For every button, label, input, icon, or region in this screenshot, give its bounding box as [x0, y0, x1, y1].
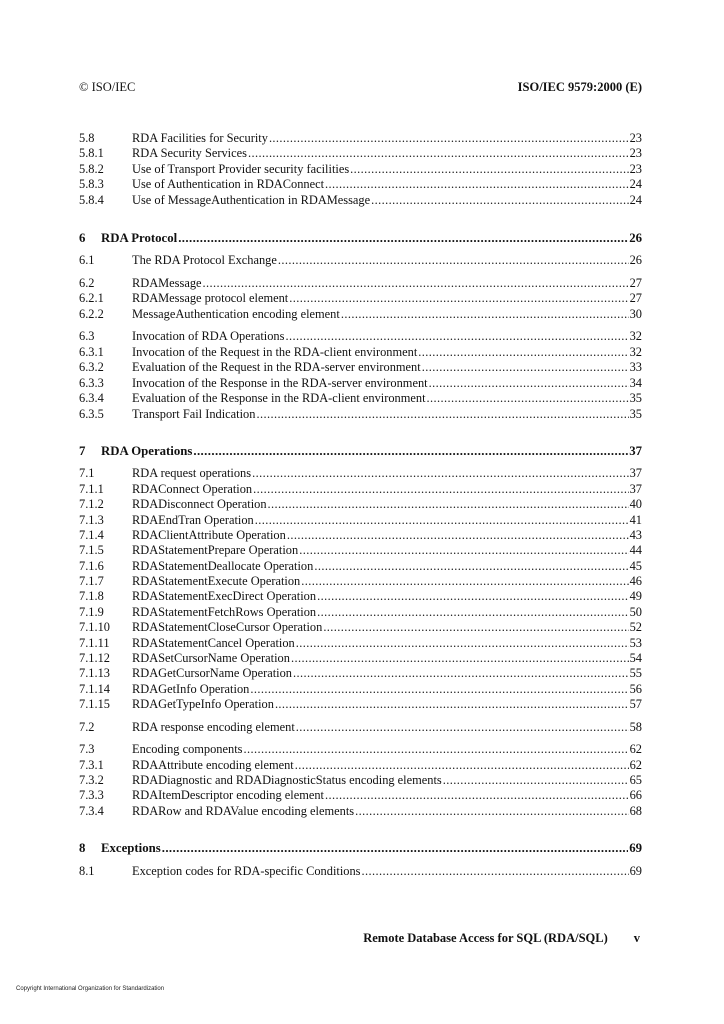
toc-entry[interactable]: 5.8.1 RDA Security Services ..... 23 [79, 146, 642, 161]
header-copyright: © ISO/IEC [79, 80, 136, 94]
toc-chapter[interactable]: 6 RDA Protocol ..... 26 [79, 231, 642, 246]
toc-chapter[interactable]: 8 Exceptions ..... 69 [79, 841, 642, 856]
toc-entry[interactable]: 6.3.1 Invocation of the Request in the RDA-client environment ..... 32 [79, 345, 642, 360]
page-number: v [633, 931, 640, 945]
toc-entry[interactable]: 5.8.3 Use of Authentication in RDAConnect ..... 24 [79, 177, 642, 192]
toc-entry[interactable]: 7.1.2 RDADisconnect Operation ..... 40 [79, 497, 642, 512]
toc-chapter[interactable]: 7 RDA Operations ..... 37 [79, 444, 642, 459]
toc-entry[interactable]: 7.1.14 RDAGetInfo Operation ..... 56 [79, 682, 642, 697]
toc-entry[interactable]: 7.1 RDA request operations ..... 37 [79, 466, 642, 481]
page-footer [363, 931, 640, 946]
footer-title: Remote Database Access for SQL (RDA/SQL) [363, 931, 608, 945]
toc-entry[interactable]: 7.1.13 RDAGetCursorName Operation ..... 55 [79, 666, 642, 681]
toc-entry[interactable]: 6.1 The RDA Protocol Exchange ..... 26 [79, 253, 642, 268]
toc-entry[interactable]: 5.8.4 Use of MessageAuthentication in RDAMessage ..... 24 [79, 193, 642, 208]
toc-entry[interactable]: 7.1.6 RDAStatementDeallocate Operation ..... 45 [79, 559, 642, 574]
toc-entry[interactable]: 7.2 RDA response encoding element ..... 58 [79, 720, 642, 735]
toc-entry[interactable]: 5.8.2 Use of Transport Provider security facilities ..... 23 [79, 162, 642, 177]
toc-entry[interactable]: 6.3.4 Evaluation of the Response in the RDA-client environment ..... 35 [79, 391, 642, 406]
toc-entry[interactable]: 7.1.11 RDAStatementCancel Operation ..... 53 [79, 636, 642, 651]
toc-entry[interactable]: 6.2.2 MessageAuthentication encoding element ..... 30 [79, 307, 642, 322]
toc-entry[interactable]: 7.1.4 RDAClientAttribute Operation ..... 43 [79, 528, 642, 543]
toc-entry[interactable]: 7.1.15 RDAGetTypeInfo Operation ..... 57 [79, 697, 642, 712]
toc-entry[interactable]: 6.2.1 RDAMessage protocol element ..... 27 [79, 291, 642, 306]
toc-entry[interactable]: 7.3.1 RDAAttribute encoding element ..... 62 [79, 758, 642, 773]
toc-entry[interactable]: 7.1.1 RDAConnect Operation ..... 37 [79, 482, 642, 497]
toc-entry[interactable]: 6.3.3 Invocation of the Response in the RDA-server environment ..... 34 [79, 376, 642, 391]
toc-entry[interactable]: 7.1.12 RDASetCursorName Operation ..... 54 [79, 651, 642, 666]
header-standard-id: ISO/IEC 9579:2000 (E) [517, 80, 642, 94]
toc-entry[interactable]: 8.1 Exception codes for RDA-specific Conditions ..... 69 [79, 864, 642, 879]
toc-entry[interactable]: 7.1.5 RDAStatementPrepare Operation ..... 44 [79, 543, 642, 558]
toc-entry[interactable]: 6.3.2 Evaluation of the Request in the RDA-server environment ..... 33 [79, 360, 642, 375]
toc-entry[interactable]: 6.3.5 Transport Fail Indication ..... 35 [79, 407, 642, 422]
toc-entry[interactable]: 7.1.9 RDAStatementFetchRows Operation ..... 50 [79, 605, 642, 620]
toc-entry[interactable]: 7.1.10 RDAStatementCloseCursor Operation ..... 52 [79, 620, 642, 635]
toc-entry[interactable]: 7.3 Encoding components ..... 62 [79, 742, 642, 757]
toc-entry[interactable]: 7.1.3 RDAEndTran Operation ..... 41 [79, 513, 642, 528]
toc-entry[interactable]: 7.3.2 RDADiagnostic and RDADiagnosticStatus encoding elements ..... 65 [79, 773, 642, 788]
copyright-notice: Copyright International Organization for Standardization [16, 986, 165, 992]
toc-entry[interactable]: 6.3 Invocation of RDA Operations ..... 32 [79, 329, 642, 344]
toc-entry[interactable]: 7.3.4 RDARow and RDAValue encoding elements ..... 68 [79, 804, 642, 819]
toc-entry[interactable]: 7.1.7 RDAStatementExecute Operation ..... 46 [79, 574, 642, 589]
toc-entry[interactable]: 6.2 RDAMessage ..... 27 [79, 276, 642, 291]
toc-entry[interactable]: 7.3.3 RDAItemDescriptor encoding element ..... 66 [79, 788, 642, 803]
toc-entry[interactable]: 7.1.8 RDAStatementExecDirect Operation ..... 49 [79, 589, 642, 604]
toc-entry[interactable]: 5.8 RDA Facilities for Security ..... 23 [79, 131, 642, 146]
